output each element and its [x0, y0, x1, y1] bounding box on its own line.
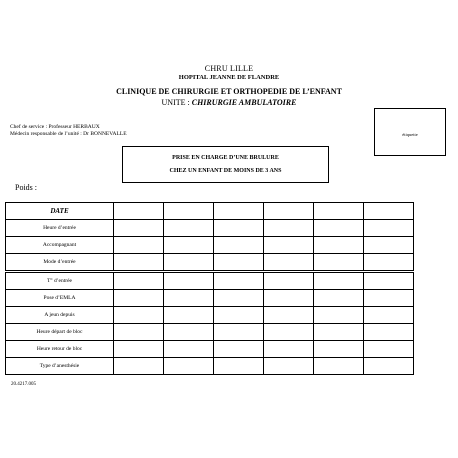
unit-name	[0, 98, 458, 107]
table-row	[6, 358, 414, 375]
row-label: Type d’anesthésie	[6, 358, 114, 375]
hospital-name: HOPITAL JEANNE DE FLANDRE	[178, 74, 280, 81]
entry-cell[interactable]	[114, 273, 164, 290]
table-row	[6, 220, 414, 237]
form-title-line2: CHEZ UN ENFANT DE MOINS DE 3 ANS	[169, 168, 282, 174]
table-row	[6, 254, 414, 271]
sticker-label-box	[374, 108, 446, 156]
entry-cell[interactable]	[114, 220, 164, 237]
entry-cell[interactable]	[264, 324, 314, 341]
sticker-label-text: étiquette	[402, 132, 418, 137]
entry-cell[interactable]	[314, 220, 364, 237]
entry-cell[interactable]	[264, 220, 314, 237]
entry-cell[interactable]	[364, 220, 414, 237]
entry-cell[interactable]	[214, 254, 264, 271]
weight-label: Poids :	[15, 183, 38, 192]
entry-cell[interactable]	[214, 307, 264, 324]
clinic-name: CLINIQUE DE CHIRURGIE ET ORTHOPEDIE DE L’ENFANT	[116, 87, 342, 96]
row-label: Heure départ de bloc	[6, 324, 114, 341]
entry-cell[interactable]	[164, 324, 214, 341]
entry-cell[interactable]	[114, 324, 164, 341]
unit-prefix: UNITE :	[161, 98, 192, 107]
entry-cell[interactable]	[314, 307, 364, 324]
date-cell[interactable]	[364, 203, 414, 220]
admission-table	[5, 202, 414, 271]
entry-cell[interactable]	[164, 273, 214, 290]
entry-cell[interactable]	[264, 237, 314, 254]
entry-cell[interactable]	[214, 324, 264, 341]
entry-cell[interactable]	[364, 307, 414, 324]
chief-of-service: Chef de service : Professeur HERBAUX	[10, 124, 100, 130]
entry-cell[interactable]	[364, 324, 414, 341]
entry-cell[interactable]	[214, 237, 264, 254]
entry-cell[interactable]	[114, 237, 164, 254]
entry-cell[interactable]	[214, 341, 264, 358]
entry-cell[interactable]	[164, 237, 214, 254]
entry-cell[interactable]	[364, 290, 414, 307]
entry-cell[interactable]	[264, 307, 314, 324]
entry-cell[interactable]	[114, 290, 164, 307]
entry-cell[interactable]	[164, 254, 214, 271]
entry-cell[interactable]	[314, 290, 364, 307]
entry-cell[interactable]	[264, 358, 314, 375]
form-title-line1: PRISE EN CHARGE D’UNE BRULURE	[172, 155, 279, 161]
table-row	[6, 307, 414, 324]
entry-cell[interactable]	[164, 341, 214, 358]
table-row	[6, 324, 414, 341]
row-label: Mode d’entrée	[6, 254, 114, 271]
entry-cell[interactable]	[164, 220, 214, 237]
entry-cell[interactable]	[214, 358, 264, 375]
entry-cell[interactable]	[214, 290, 264, 307]
entry-cell[interactable]	[264, 290, 314, 307]
table-row	[6, 273, 414, 290]
form-code: 20.4217.005	[11, 382, 36, 387]
date-cell[interactable]	[314, 203, 364, 220]
entry-cell[interactable]	[314, 237, 364, 254]
entry-cell[interactable]	[364, 341, 414, 358]
entry-cell[interactable]	[164, 290, 214, 307]
entry-cell[interactable]	[364, 237, 414, 254]
table-row	[6, 290, 414, 307]
row-label: Accompagnant	[6, 237, 114, 254]
table-row	[6, 203, 414, 220]
entry-cell[interactable]	[214, 220, 264, 237]
row-label: Heure d’entrée	[6, 220, 114, 237]
date-cell[interactable]	[114, 203, 164, 220]
date-cell[interactable]	[264, 203, 314, 220]
entry-cell[interactable]	[264, 254, 314, 271]
form-title-box	[122, 146, 329, 183]
entry-cell[interactable]	[314, 273, 364, 290]
entry-cell[interactable]	[114, 307, 164, 324]
date-cell[interactable]	[214, 203, 264, 220]
entry-cell[interactable]	[164, 358, 214, 375]
table-row	[6, 237, 414, 254]
entry-cell[interactable]	[364, 358, 414, 375]
entry-cell[interactable]	[264, 341, 314, 358]
entry-cell[interactable]	[314, 341, 364, 358]
entry-cell[interactable]	[364, 273, 414, 290]
chru-title: CHRU LILLE	[204, 64, 254, 73]
entry-cell[interactable]	[364, 254, 414, 271]
row-label: Pose d’EMLA	[6, 290, 114, 307]
entry-cell[interactable]	[164, 307, 214, 324]
entry-cell[interactable]	[114, 341, 164, 358]
entry-cell[interactable]	[114, 358, 164, 375]
date-header: DATE	[6, 203, 114, 220]
entry-cell[interactable]	[114, 254, 164, 271]
entry-cell[interactable]	[264, 273, 314, 290]
unit-label: CHIRURGIE AMBULATOIRE	[191, 98, 297, 107]
entry-cell[interactable]	[214, 273, 264, 290]
care-table	[5, 272, 414, 375]
unit-responsible: Médecin responsable de l’unité : Dr BONNEVALLE	[10, 131, 127, 137]
row-label: A jeun depuis	[6, 307, 114, 324]
entry-cell[interactable]	[314, 254, 364, 271]
entry-cell[interactable]	[314, 324, 364, 341]
row-label: Heure retour de bloc	[6, 341, 114, 358]
table-row	[6, 341, 414, 358]
date-cell[interactable]	[164, 203, 214, 220]
row-label: T° d’entrée	[6, 273, 114, 290]
entry-cell[interactable]	[314, 358, 364, 375]
